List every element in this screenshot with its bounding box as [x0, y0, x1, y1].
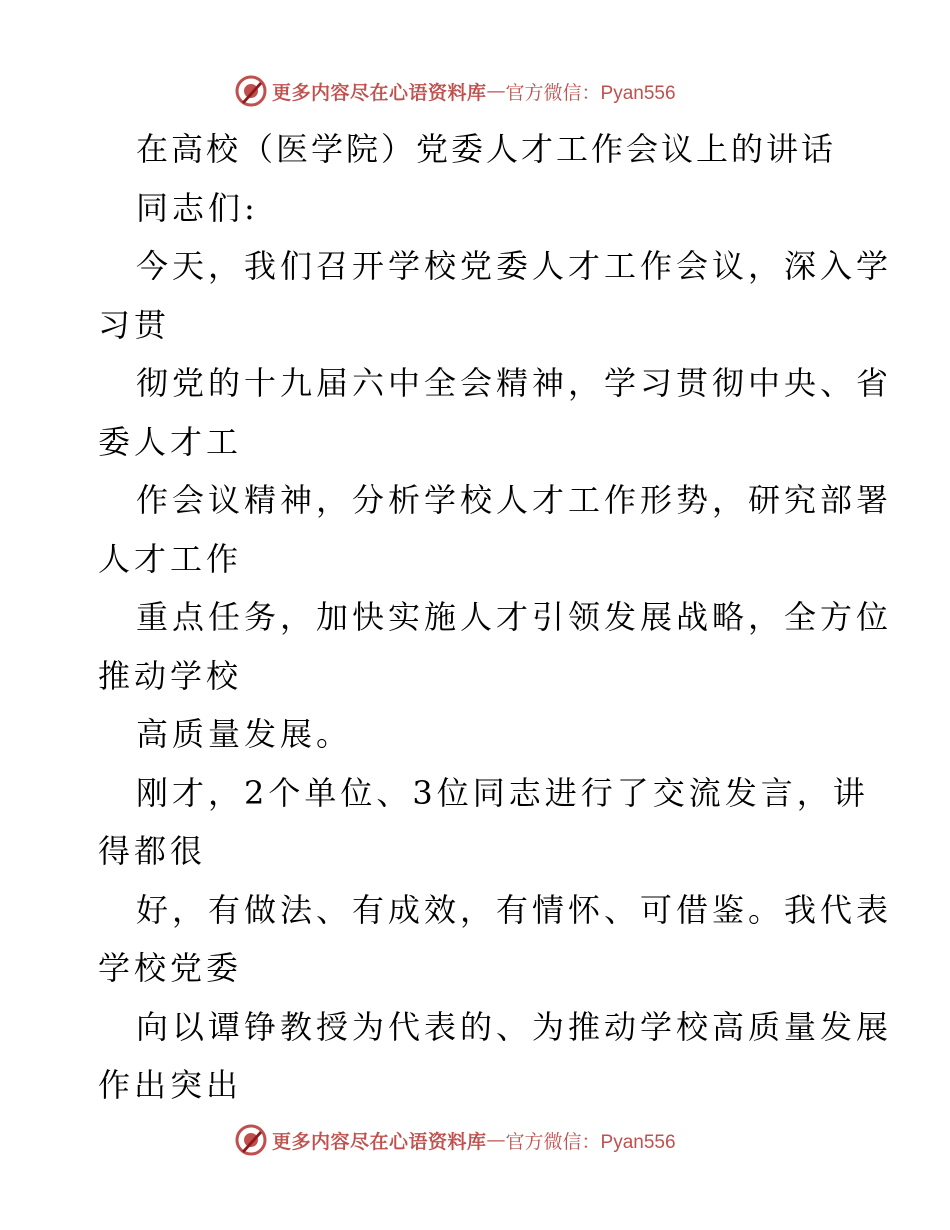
text-line: 学校党委	[98, 949, 243, 987]
watermark-text: 更多内容尽在心语资料库	[272, 81, 487, 104]
text-line: 好，有做法、有成效，有情怀、可借鉴。我代表	[136, 890, 893, 929]
text-line: 高质量发展。	[136, 715, 353, 753]
document-body	[98, 120, 893, 1115]
text-line: 作出突出	[98, 1066, 243, 1104]
footer-watermark	[234, 1120, 676, 1160]
header-watermark	[234, 71, 676, 111]
text-line: 推动学校	[98, 656, 243, 695]
text-line: 重点任务，加快实施人才引领发展战略，全方位	[136, 598, 893, 636]
text-line: 彻党的十九届六中全会精神，学习贯彻中央、省	[136, 364, 893, 402]
pen-logo-icon	[234, 74, 268, 108]
watermark-wechat: 官方微信：Pyan556	[505, 82, 676, 104]
text-line: 刚才，2个单位、3位同志进行了交流发言，讲	[136, 773, 869, 812]
text-line: 向以谭铮教授为代表的、为推动学校高质量发展	[136, 1007, 893, 1046]
watermark-separator: —	[486, 80, 506, 102]
text-line: 同志们:	[136, 188, 259, 227]
text-line: 委人才工	[98, 422, 243, 461]
watermark-separator: —	[486, 1129, 506, 1151]
text-line: 习贯	[98, 305, 171, 344]
text-line: 作会议精神，分析学校人才工作形势，研究部署	[136, 481, 893, 519]
document-title: 在高校（医学院）党委人才工作会议上的讲话	[136, 130, 837, 168]
watermark-text: 更多内容尽在心语资料库	[272, 1130, 487, 1153]
text-line: 得都很	[98, 832, 207, 870]
text-line: 今天，我们召开学校党委人才工作会议，深入学	[136, 247, 893, 285]
watermark-wechat: 官方微信：Pyan556	[505, 1131, 676, 1153]
text-line: 人才工作	[98, 539, 243, 578]
pen-logo-icon	[234, 1123, 268, 1157]
